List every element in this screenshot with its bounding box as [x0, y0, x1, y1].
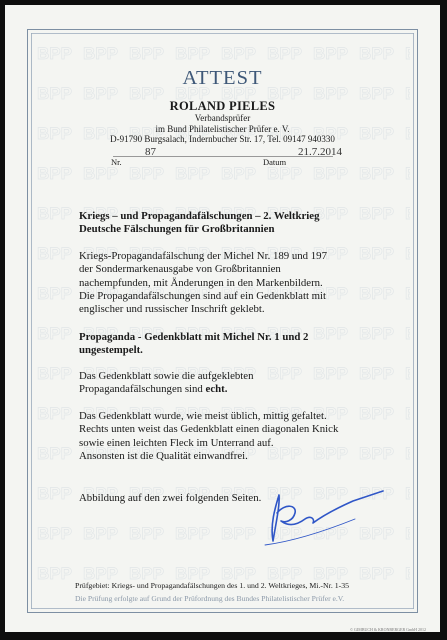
subheading-line: Propaganda - Gedenkblatt mit Michel Nr. 1 und 2 [79, 331, 309, 343]
description-paragraph [79, 250, 389, 316]
legal-notice: Die Prüfung erfolgte auf Grund der Prüfordnung des Bundes Philatelistischer Prüfer e.V. [75, 594, 345, 603]
text-line: nachempfunden, mit Änderungen in den Markenbildern. [79, 276, 323, 289]
text-segment: Propagandafälschungen sind [79, 383, 206, 396]
examiner-address: D-91790 Burgsalach, Indernbucher Str. 17, Tel. 09147 940330 [110, 134, 335, 144]
text-line: sowie einen leichten Fleck im Unterrand auf. [79, 436, 274, 449]
text-line: englischer und russischer Inschrift geklebt. [79, 303, 265, 316]
number-date-rule [113, 156, 333, 157]
examination-scope: Prüfgebiet: Kriegs- und Propagandafälschungen des 1. und 2. Weltkrieges, Mi.-Nr. 1-35 [75, 581, 350, 590]
text-line: Das Gedenkblatt sowie die aufgeklebten [79, 370, 254, 382]
examiner-name: ROLAND PIELES [169, 99, 276, 113]
text-line: Kriegs-Propagandafälschung der Michel Nr. 189 und 197 [79, 250, 327, 262]
heading-line: Deutsche Fälschungen für Großbritannien [79, 223, 275, 236]
item-subheading [79, 331, 389, 358]
text-line: Rechts unten weist das Gedenkblatt einen diagonalen Knick [79, 423, 339, 436]
printer-imprint: © GIMBUCH & KRONBERGER GmbH 2012 [350, 627, 427, 632]
heading-line: Kriegs – und Propagandafälschungen – 2. Weltkrieg [79, 210, 320, 222]
text-line: Das Gedenkblatt wurde, wie meist üblich, mittig gefaltet. [79, 410, 327, 422]
certificate-number: 87 [145, 146, 156, 158]
illustration-note: Abbildung auf den zwei folgenden Seiten. [79, 492, 262, 504]
text-line: Die Propagandafälschungen sind auf ein Gedenkblatt mit [79, 289, 327, 302]
examiner-role: Verbandsprüfer [194, 113, 251, 123]
date-label: Datum [263, 157, 287, 167]
text-line: Ansonsten ist die Qualität einwandfrei. [79, 449, 248, 462]
condition-paragraph [79, 410, 389, 463]
number-label: Nr. [111, 157, 122, 167]
signature [255, 483, 395, 553]
certificate-page [5, 5, 440, 632]
document-title: ATTEST [182, 67, 263, 89]
subject-heading [79, 210, 389, 237]
examiner-association: im Bund Philatelistischer Prüfer e. V. [155, 124, 290, 134]
text-line: der Sondermarkenausgabe von Großbritannien [79, 263, 281, 276]
certificate-date: 21.7.2014 [298, 146, 342, 158]
verdict-genuine: echt. [205, 383, 228, 396]
verdict-line [79, 383, 389, 396]
subheading-line: ungestempelt. [79, 344, 143, 357]
authenticity-paragraph [79, 370, 389, 397]
